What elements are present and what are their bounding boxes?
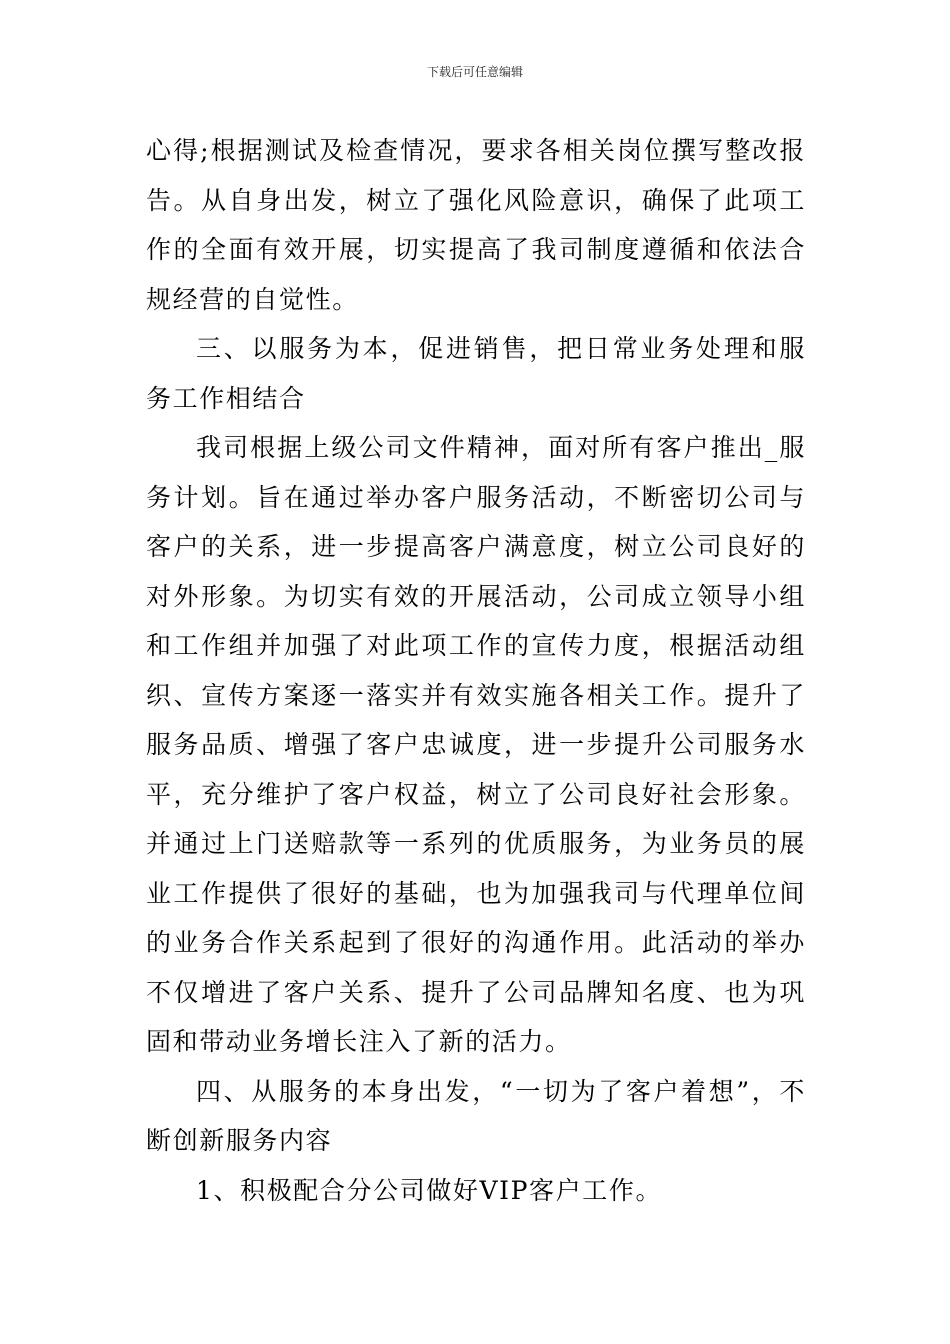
section-heading-three: 三、以服务为本，促进销售，把日常业务处理和服务工作相结合 bbox=[146, 334, 806, 413]
paragraph-continuation: 心得;根据测试及检查情况，要求各相关岗位撰写整改报告。从自身出发，树立了强化风险意识，确保了此项工作的全面有效开展，切实提高了我司制度遵循和依法合规经营的自觉性。 bbox=[146, 136, 806, 314]
list-item-vip: 1、积极配合分公司做好VIP客户工作。 bbox=[196, 1175, 663, 1205]
page-header-note: 下载后可任意编辑 bbox=[426, 65, 523, 79]
paragraph-service-plan: 我司根据上级公司文件精神，面对所有客户推出_服务计划。旨在通过举办客户服务活动，不断密切公司与客户的关系，进一步提高客户满意度，树立公司良好的对外形象。为切实有效的开展活动，公司成立领导小组和工作组并加强了对此项工作的宣传力度，根据活动组织、宣传方案逐一落实并有效实施各相关工作。提升了服务品质、增强了客户忠诚度，进一步提升公司服务水平，充分维护了客户权益，树立了公司良好社会形象。并通过上门送赔款等一系列的优质服务，为业务员的展业工作提供了很好的基础，也为加强我司与代理单位间的业务合作关系起到了很好的沟通作用。此活动的举办不仅增进了客户关系、提升了公司品牌知名度、也为巩固和带动业务增长注入了新的活力。 bbox=[146, 433, 806, 1056]
section-heading-four: 四、从服务的本身出发，“一切为了客户着想”，不断创新服务内容 bbox=[146, 1076, 806, 1155]
document-body bbox=[146, 126, 806, 1215]
